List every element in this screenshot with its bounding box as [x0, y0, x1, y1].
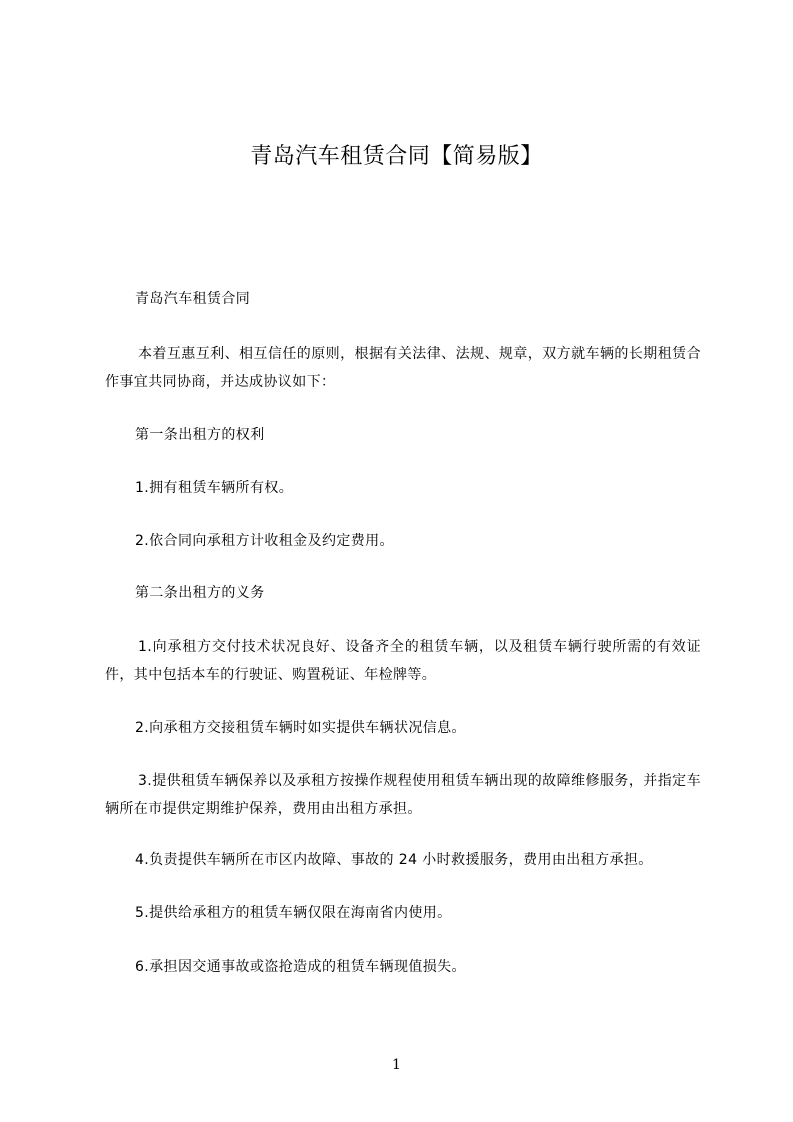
preamble-paragraph: 本着互惠互利、相互信任的原则，根据有关法律、法规、规章，双方就车辆的长期租赁合作事宜共同协商，并达成协议如下： — [105, 346, 701, 390]
document-title: 青岛汽车租赁合同【简易版】 — [250, 144, 543, 169]
article-2-item-5: 5.提供给承租方的租赁车辆仅限在海南省内使用。 — [135, 905, 452, 921]
article-1-item-1: 1.拥有租赁车辆所有权。 — [135, 480, 294, 496]
page-number: 1 — [392, 1057, 401, 1073]
article-1-item-2: 2.依合同向承租方计收租金及约定费用。 — [135, 533, 394, 549]
contract-subtitle: 青岛汽车租赁合同 — [135, 291, 251, 307]
article-2-item-3: 3.提供租赁车辆保养以及承租方按操作规程使用租赁车辆出现的故障维修服务，并指定车辆所在市提供定期维护保养，费用由出租方承担。 — [105, 773, 701, 817]
article-2-item-2: 2.向承租方交接租赁车辆时如实提供车辆状况信息。 — [135, 720, 466, 736]
article-2-item-4: 4.负责提供车辆所在市区内故障、事故的 24 小时救援服务，费用由出租方承担。 — [135, 852, 653, 868]
article-2-item-1: 1.向承租方交付技术状况良好、设备齐全的租赁车辆，以及租赁车辆行驶所需的有效证件，其中包括本车的行驶证、购置税证、年检牌等。 — [105, 639, 701, 683]
article-2-heading: 第二条出租方的义务 — [135, 585, 265, 601]
article-1-heading: 第一条出租方的权利 — [135, 427, 265, 443]
article-2-item-6: 6.承担因交通事故或盗抢造成的租赁车辆现值损失。 — [135, 959, 466, 975]
